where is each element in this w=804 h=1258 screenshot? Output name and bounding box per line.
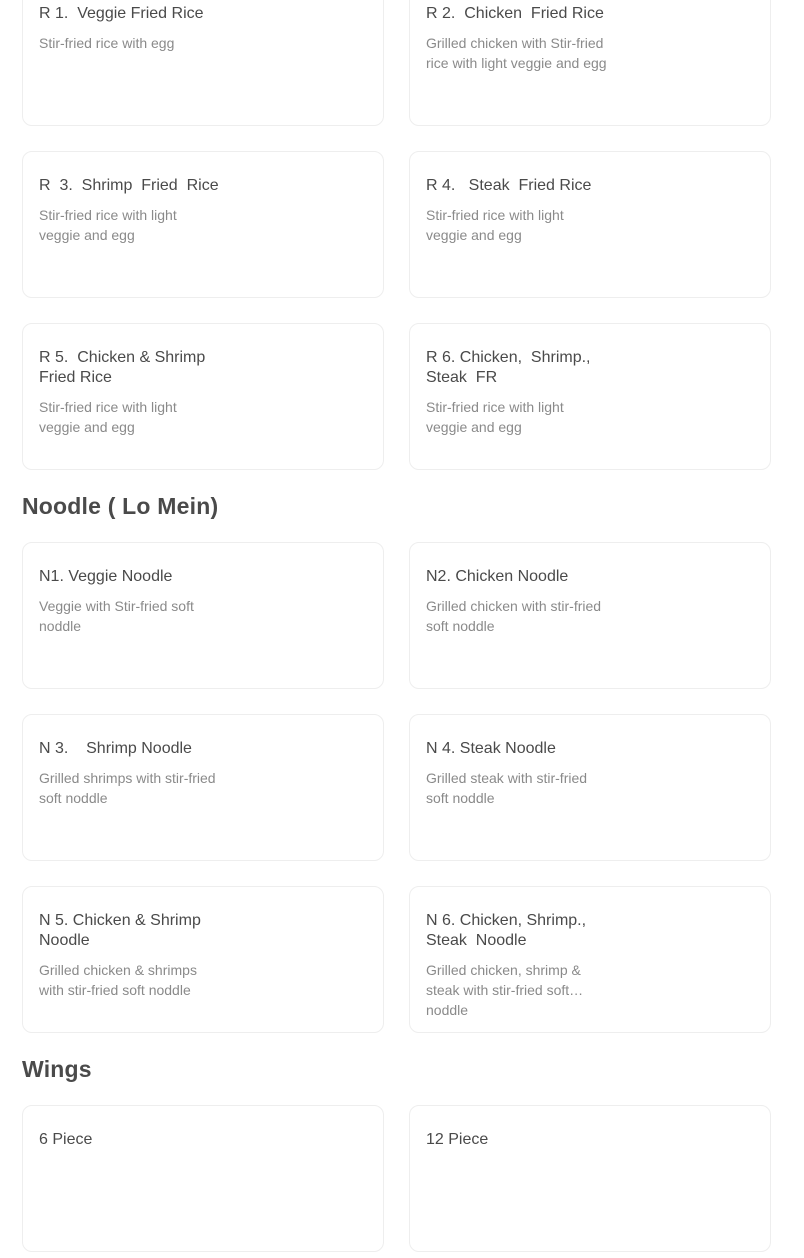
- noodle-grid: [22, 542, 771, 1033]
- item-description: Veggie with Stir-fried soft noddle: [39, 598, 194, 634]
- item-description: Grilled chicken with stir-fried soft noddle: [426, 598, 602, 634]
- item-description: Grilled chicken & shrimps with stir-fried soft noddle: [39, 962, 197, 998]
- wings-grid: [22, 1105, 771, 1252]
- section-heading-noodle: Noodle ( Lo Mein): [22, 493, 219, 519]
- item-title: R 2. Chicken Fried Rice: [426, 5, 604, 22]
- item-title: R 3. Shrimp Fried Rice: [39, 177, 219, 194]
- menu-item-r5[interactable]: [22, 323, 384, 470]
- item-title: N 3. Shrimp Noodle: [39, 740, 192, 757]
- item-title: N 6. Chicken, Shrimp., Steak Noodle: [426, 912, 591, 949]
- menu-item-r4[interactable]: [409, 151, 771, 298]
- item-description: Stir-fried rice with light veggie and egg: [426, 399, 564, 435]
- menu-item-r6[interactable]: [409, 323, 771, 470]
- item-description: Stir-fried rice with light veggie and egg: [426, 207, 564, 243]
- menu-item-n2[interactable]: [409, 542, 771, 689]
- item-description: Stir-fried rice with light veggie and egg: [39, 399, 177, 435]
- fried-rice-grid: [22, 0, 771, 470]
- item-title: R 4. Steak Fried Rice: [426, 177, 592, 194]
- item-title: R 5. Chicken & Shrimp Fried Rice: [39, 349, 210, 386]
- item-description: Stir-fried rice with egg: [39, 35, 175, 51]
- item-title: N1. Veggie Noodle: [39, 568, 173, 585]
- menu-item-wings-6[interactable]: [22, 1105, 384, 1252]
- menu-item-n4[interactable]: [409, 714, 771, 861]
- item-title: R 1. Veggie Fried Rice: [39, 5, 204, 22]
- item-title: 6 Piece: [39, 1131, 93, 1148]
- menu-item-r1[interactable]: [22, 0, 384, 126]
- menu-item-n3[interactable]: [22, 714, 384, 861]
- menu-item-r2[interactable]: [409, 0, 771, 126]
- item-description: Stir-fried rice with light veggie and egg: [39, 207, 177, 243]
- menu-item-r3[interactable]: [22, 151, 384, 298]
- item-title: N 5. Chicken & Shrimp Noodle: [39, 912, 206, 949]
- menu-item-n5[interactable]: [22, 886, 384, 1033]
- item-description: Grilled steak with stir-fried soft noddle: [426, 770, 588, 806]
- item-description: Grilled shrimps with stir-fried soft noddle: [39, 770, 216, 806]
- item-description: Grilled chicken, shrimp & steak with stir-fried soft noddle: [426, 962, 581, 1018]
- section-heading-wings: Wings: [22, 1056, 92, 1082]
- menu-item-wings-12[interactable]: [409, 1105, 771, 1252]
- item-title: N 4. Steak Noodle: [426, 740, 556, 757]
- item-title: R 6. Chicken, Shrimp., Steak FR: [426, 349, 595, 386]
- item-title: N2. Chicken Noodle: [426, 568, 569, 585]
- menu-item-n1[interactable]: [22, 542, 384, 689]
- item-description: Grilled chicken with Stir-fried rice with light veggie and egg: [426, 35, 607, 71]
- item-title: 12 Piece: [426, 1131, 489, 1148]
- menu-item-n6[interactable]: [409, 886, 771, 1033]
